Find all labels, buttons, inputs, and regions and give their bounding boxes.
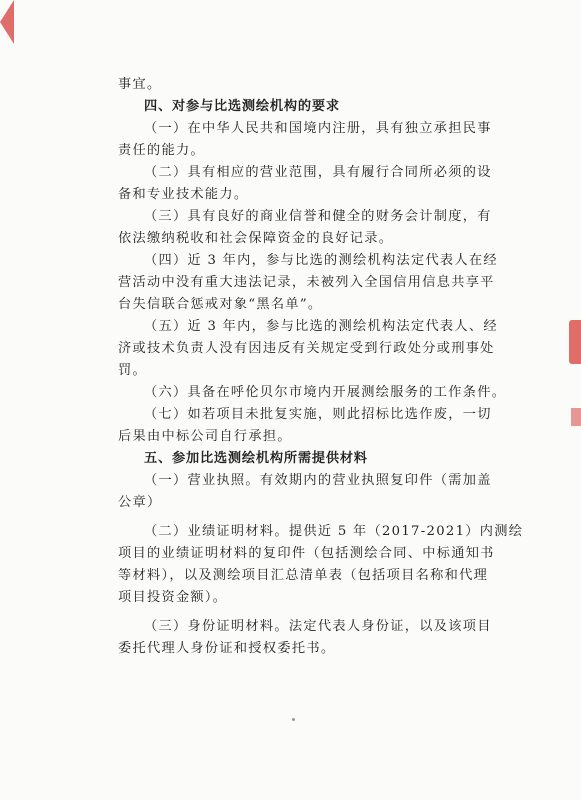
text-line: 台失信联合惩戒对象“黑名单”。 [118, 297, 323, 312]
text-line: 等材料），以及测绘项目汇总清单表（包括项目名称和代理 [118, 568, 489, 583]
text-line: 项目的业绩证明材料的复印件（包括测绘合同、中标通知书 [118, 546, 495, 561]
scan-dot [292, 718, 295, 721]
text-line: （七）如若项目未批复实施，则此招标比选作废，一切 [144, 407, 492, 422]
paragraph-gap [118, 609, 513, 616]
text-line: （三）身份证明材料。法定代表人身份证，以及该项目 [144, 619, 492, 634]
text-line: 济或技术负责人没有因违反有关规定受到行政处分或刑事处 [118, 341, 495, 356]
text-line: 责任的能力。 [118, 143, 205, 158]
text-line: （二）业绩证明材料。提供近 5 年（2017-2021）内测绘 [144, 524, 524, 539]
section-heading: 四、对参与比选测绘机构的要求 [144, 99, 340, 114]
text-line: 备和专业技术能力。 [118, 187, 249, 202]
text-line: 项目投资金额）。 [118, 590, 228, 605]
text-line: 营活动中没有重大违法记录，未被列入全国信用信息共享平 [118, 275, 495, 290]
text-line: （五）近 3 年内，参与比选的测绘机构法定代表人、经 [144, 319, 498, 334]
text-line: 依法缴纳税收和社会保障资金的良好记录。 [118, 231, 394, 246]
document-body [118, 74, 524, 660]
text-line: （三）具有良好的商业信誉和健全的财务会计制度，有 [144, 209, 492, 224]
text-line: 罚。 [118, 363, 147, 378]
text-line: 委托代理人身份证和授权委托书。 [118, 641, 336, 656]
text-line: 事宜。 [118, 77, 162, 92]
red-seal-edge [569, 320, 581, 364]
text-line: （一）在中华人民共和国境内注册，具有独立承担民事 [144, 121, 492, 136]
text-line: （二）具有相应的营业范围，具有履行合同所必须的设 [144, 165, 492, 180]
red-seal-fragment [571, 408, 581, 426]
text-line: 公章） [118, 495, 162, 510]
text-line: 后果由中标公司自行承担。 [118, 429, 292, 444]
paragraph-gap [118, 514, 513, 521]
section-heading: 五、参加比选测绘机构所需提供材料 [144, 451, 368, 466]
text-line: （四）近 3 年内，参与比选的测绘机构法定代表人在经 [144, 253, 498, 268]
text-line: （一）营业执照。有效期内的营业执照复印件（需加盖 [144, 473, 492, 488]
red-seal-arrow [0, 0, 14, 44]
text-line: （六）具备在呼伦贝尔市境内开展测绘服务的工作条件。 [144, 385, 507, 400]
